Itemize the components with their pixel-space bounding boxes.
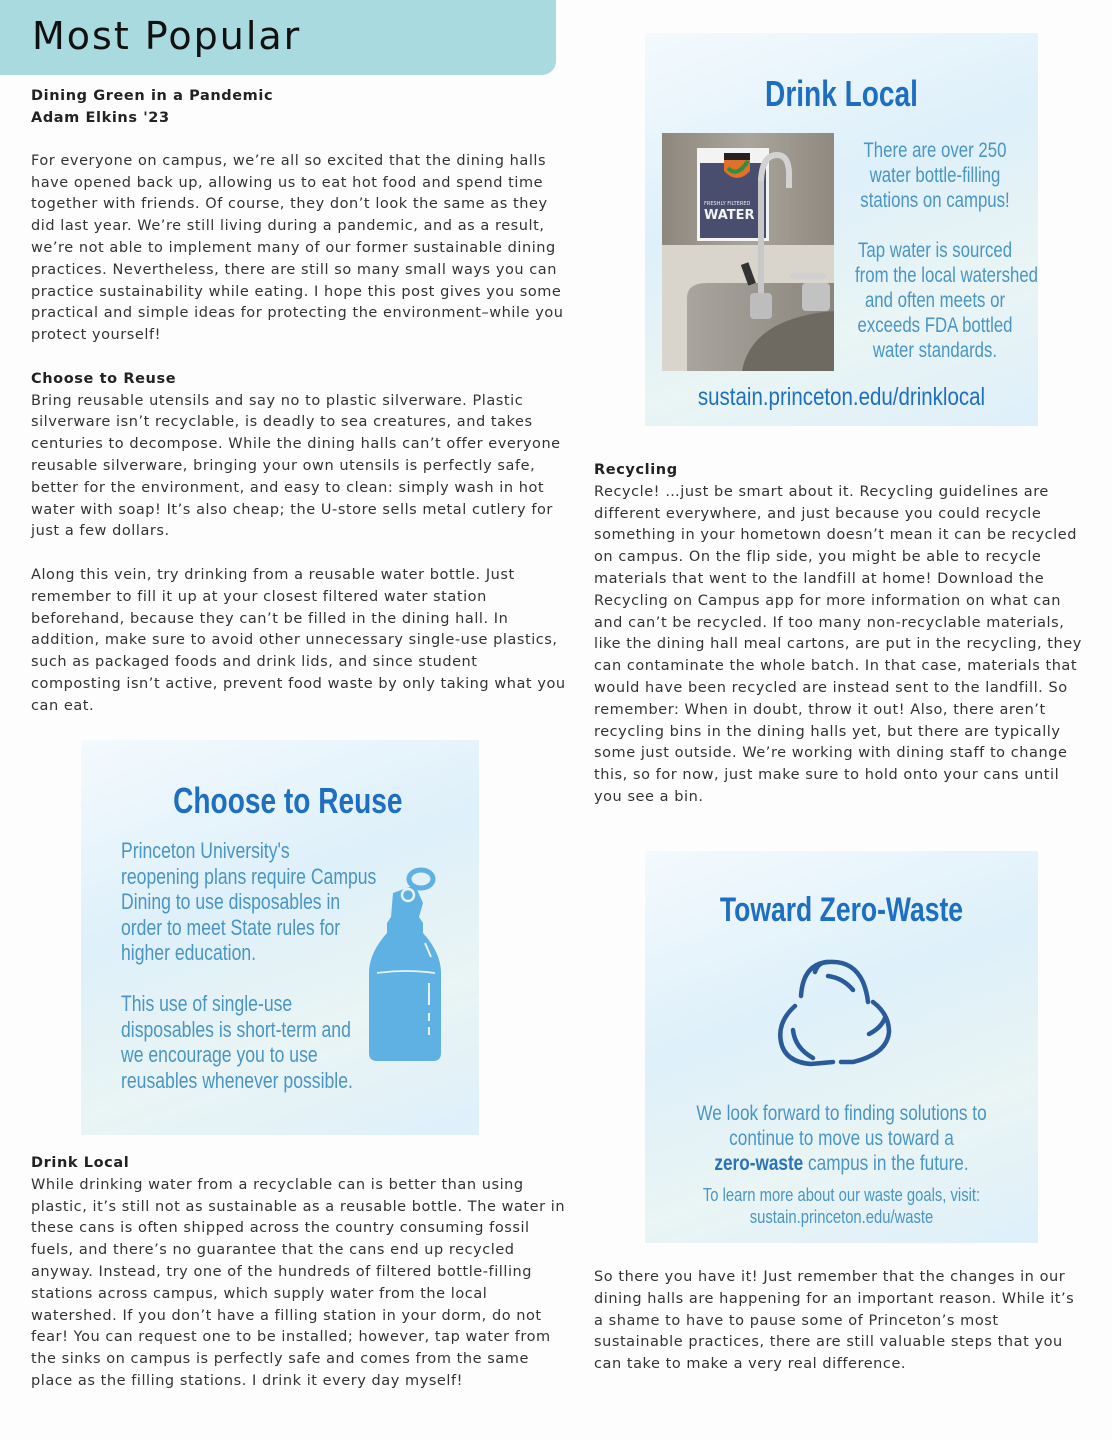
zero-waste-link[interactable]: sustain.princeton.edu/waste xyxy=(749,1206,934,1227)
fact-line: from the local watershed xyxy=(855,264,1038,287)
choose-to-reuse-infographic xyxy=(81,740,479,1135)
intro-paragraph: For everyone on campus, we’re all so excited that the dining halls have opened back up, allowing us to eat hot food and spend time together with friends. Of course, they don’t look the same as they did last year. We’re still living during a pandemic, and as a result, we’re not able to implement many of our former sustainable dining practices. Nevertheless, there are still so many small ways you can practice sustainability while eating. I hope this post gives you some practical and simple ideas for protecting the environment–while you protect yourself! xyxy=(31,152,564,344)
fact-line: exceeds FDA bottled xyxy=(857,314,1013,337)
conclusion-paragraph: So there you have it! Just remember that the changes in our dining halls are happening for an important reason. While it’s a shame to have to pause some of Princeton’s most sustainable practices, there are still valuable steps that you can take to make a very real difference. xyxy=(594,1269,1075,1373)
reuse-paragraph-1: Bring reusable utensils and say no to plastic silverware. Plastic silverware isn’t recyclable, is deadly to sea creatures, and takes centuries to decompose. While the dining halls can’t offer everyone reusable silverware, bringing your own utensils is perfectly safe, better for the environment, and easy to clean: simply wash in hot water with soap! It’s also cheap; the U-store sells metal cutlery for just a few dollars. xyxy=(31,392,561,540)
section-heading-drink-local: Drink Local xyxy=(31,1155,130,1171)
drink-local-infographic xyxy=(645,33,1038,426)
zero-waste-line xyxy=(684,1151,998,1176)
card-title: Choose to Reuse xyxy=(173,780,403,821)
recycling-paragraph: Recycle! …just be smart about it. Recycling guidelines are different everywhere, and just because you could recycle something in your hometown doesn’t mean it can be recycled on campus. On the flip side, you might be able to recycle materials that went to the landfill at home! Download the Recycling on Campus app for more information on what can and can’t be recycled. If too many non-recyclable materials, like the dining hall meal cartons, are put in the recycling, they can contaminate the whole batch. In that case, materials that would have been recycled are instead sent to the landfill. So remember: When in doubt, throw it out! Also, there aren’t recycling bins in the dining halls yet, but there are typically some just outside. We’re working with dining staff to change this, so for now, just make sure to hold onto your cans until you see a bin. xyxy=(594,483,1082,805)
fact-line: There are over 250 xyxy=(863,139,1007,162)
card-title: Drink Local xyxy=(765,73,918,114)
section-heading-recycling: Recycling xyxy=(594,462,678,478)
reuse-line: order to meet State rules for xyxy=(121,914,341,940)
right-column-conclusion xyxy=(594,1267,1084,1376)
drink-local-facts xyxy=(835,138,1038,363)
zero-waste-infographic xyxy=(645,851,1038,1243)
reuse-line: higher education. xyxy=(121,940,257,965)
faucet-photo xyxy=(662,133,834,371)
drink-local-link[interactable]: sustain.princeton.edu/drinklocal xyxy=(697,383,986,411)
reuse-line: This use of single-use xyxy=(121,991,293,1016)
sign-small-text: FRESHLY FILTERED xyxy=(704,201,751,207)
left-column xyxy=(31,85,571,718)
card-title: Toward Zero-Waste xyxy=(719,891,964,929)
reuse-line: disposables is short-term and xyxy=(121,1016,351,1042)
zero-waste-line: continue to move us toward a xyxy=(729,1126,954,1150)
fact-line: and often meets or xyxy=(864,289,1006,312)
right-column-recycling xyxy=(594,460,1084,809)
fact-line: stations on campus! xyxy=(860,189,1010,212)
reuse-line: reusables whenever possible. xyxy=(121,1067,353,1093)
page-title: Most Popular xyxy=(32,14,302,58)
drink-local-paragraph: While drinking water from a recyclable can is better than using plastic, it’s still not as sustainable as a reusable bottle. The water in these cans is often shipped across the country consuming fossil fuels, and there’s no guarantee that the cans end up recycled anyway. Instead, try one of the hundreds of filtered bottle-filling stations across campus, which supply water from the local watershed. If you don’t have a filling station in your dorm, do not fear! You can request one to be installed; however, tap water from the sinks on campus is perfectly safe and comes from the same place as the filling stations. I drink it every day myself! xyxy=(31,1176,566,1389)
reuse-line: Dining to use disposables in xyxy=(121,889,341,914)
reuse-line: we encourage you to use xyxy=(121,1042,318,1067)
header-band xyxy=(0,0,556,75)
zero-waste-bold: zero-waste xyxy=(714,1151,804,1175)
fact-line: water bottle-filling xyxy=(869,164,1001,187)
article-title: Dining Green in a Pandemic xyxy=(31,88,274,104)
zero-waste-text xyxy=(645,1101,1038,1228)
recycle-leaves-icon xyxy=(773,954,903,1074)
article-author: Adam Elkins '23 xyxy=(31,110,170,126)
zero-waste-line: We look forward to finding solutions to xyxy=(696,1101,987,1125)
sign-big-text: WATER xyxy=(704,208,755,223)
fact-line: water standards. xyxy=(872,339,998,362)
reuse-line: reopening plans require Campus xyxy=(121,863,377,889)
water-bottle-icon xyxy=(365,865,445,1065)
learn-more-line: To learn more about our waste goals, visit: xyxy=(702,1184,981,1205)
fact-line: Tap water is sourced xyxy=(857,239,1013,262)
left-column-bottom xyxy=(31,1153,566,1393)
faucet-photo-illustration xyxy=(662,133,834,371)
reuse-line: Princeton University's xyxy=(121,838,290,863)
section-heading-reuse: Choose to Reuse xyxy=(31,370,177,387)
reuse-paragraph-2: Along this vein, try drinking from a reusable water bottle. Just remember to fill it up at your closest filtered water station beforehand, because they can’t be filled in the dining hall. In addition, make sure to avoid other unnecessary single-use plastics, such as packaged foods and drink lids, and since student composting isn’t active, prevent food waste by only taking what you can eat. xyxy=(31,566,566,714)
zero-waste-rest: campus in the future. xyxy=(803,1151,969,1175)
